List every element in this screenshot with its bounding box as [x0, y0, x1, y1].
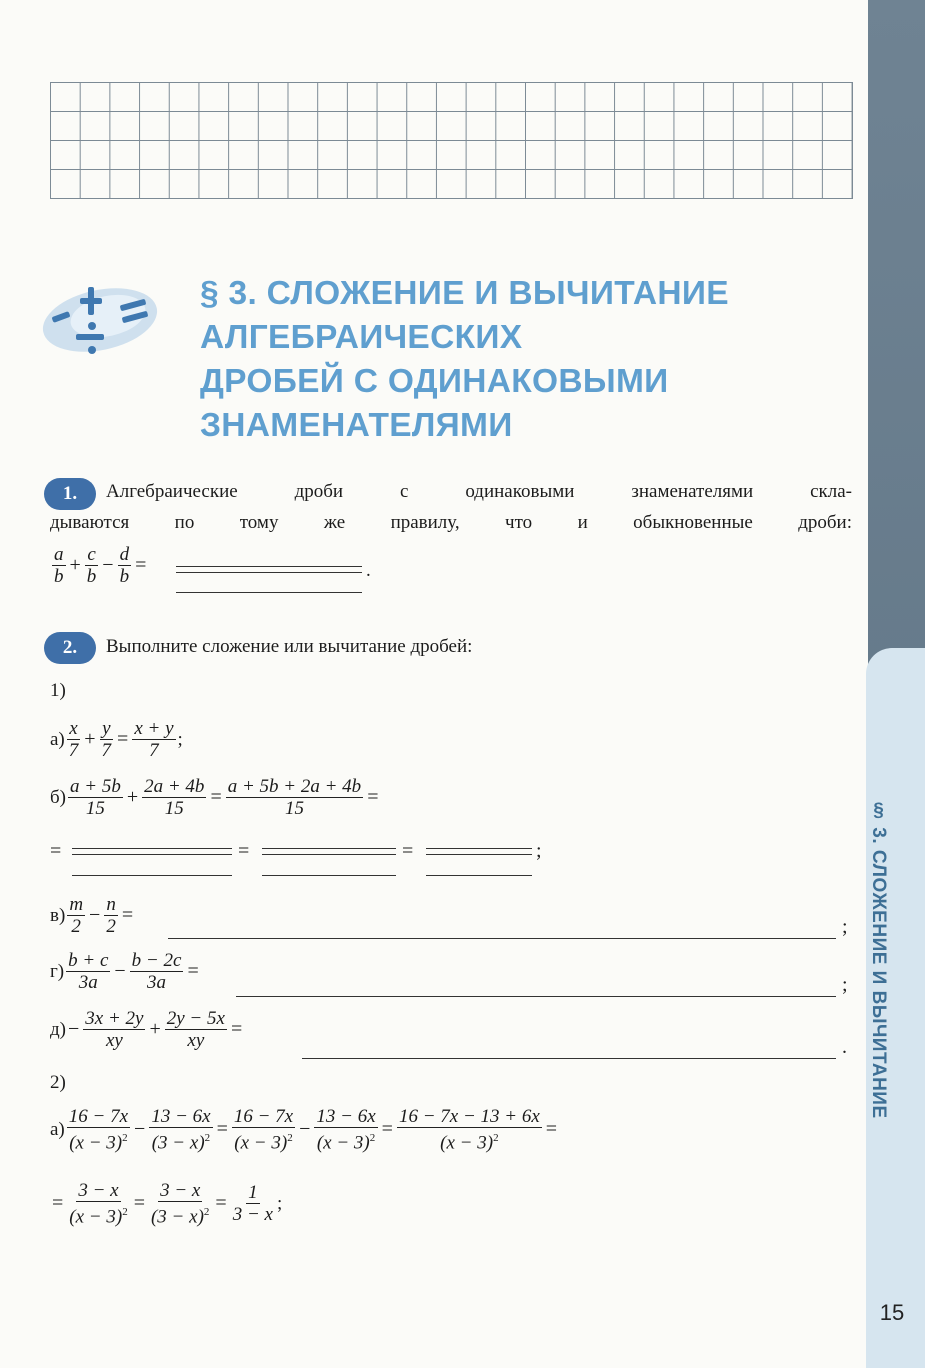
task-1-formula: $\frac{a}{b}$ + $\frac{c}{b}$ − $\frac{d}{b}$ = — [54, 544, 147, 587]
answer-denominator-line[interactable] — [72, 875, 232, 876]
fraction: $\frac{a + 5b}{15}$ — [70, 776, 121, 819]
answer-denominator-line[interactable] — [262, 875, 396, 876]
section-heading — [200, 272, 820, 448]
fraction: $\frac{a}{b}$ — [54, 544, 64, 587]
page-number: 15 — [879, 1300, 905, 1325]
fraction: $\frac{2a + 4b}{15}$ — [144, 776, 205, 819]
math-operations-icon — [38, 268, 166, 364]
exercise-a: а) $\frac{x}{7}$ + $\frac{y}{7}$ = $\frac{x + y}{7}$ ; — [50, 718, 183, 761]
fraction: $\frac{16 - 7x - 13 + 6x}{(x - 3)^2}$ — [398, 1106, 540, 1154]
fraction: $\frac{m}{2}$ — [69, 894, 84, 937]
fraction: $\frac{16 - 7x}{(x - 3)^2}$ — [68, 1106, 129, 1154]
heading-line-2: АЛГЕБРАИЧЕСКИХ — [200, 319, 523, 356]
part-1-label: 1) — [50, 680, 66, 701]
fraction: $\frac{b - 2c}{3a}$ — [131, 950, 182, 993]
fraction: $\frac{2y - 5x}{xy}$ — [166, 1008, 225, 1051]
fraction: $\frac{a + 5b + 2a + 4b}{15}$ — [227, 776, 362, 819]
answer-fraction-line[interactable] — [262, 848, 396, 855]
answer-line[interactable] — [168, 938, 836, 939]
fraction: $\frac{3 - x}{(x - 3)^2}$ — [69, 1180, 128, 1228]
exercise-a2-continued: = $\frac{3 - x}{(x - 3)^2}$ = $\frac{3 - x}{(3 - x)^2}$ = $\frac{1}{3 - x}$ ; — [52, 1180, 283, 1228]
fraction: $\frac{x}{7}$ — [68, 718, 79, 761]
fraction: $\frac{x + y}{7}$ — [134, 718, 174, 761]
fraction: $\frac{1}{3 - x}$ — [232, 1182, 273, 1226]
exercise-a2: а) $\frac{16 - 7x}{(x - 3)^2}$ − $\frac{13 - 6x}{(3 - x)^2}$ = $\frac{16 - 7x}{(x - 3)^2}$ − $\frac{13 - 6x}{(x - 3)^2}$ = $\frac{16 - 7x - 13 + 6x}{(x - 3)^2}$ = — [50, 1106, 558, 1154]
answer-line[interactable] — [236, 996, 836, 997]
exercise-b: б) $\frac{a + 5b}{15}$ + $\frac{2a + 4b}{15}$ = $\frac{a + 5b + 2a + 4b}{15}$ = — [50, 776, 379, 819]
fraction: $\frac{13 - 6x}{(3 - x)^2}$ — [151, 1106, 211, 1154]
heading-line-3: ДРОБЕЙ С ОДИНАКОВЫМИ — [200, 363, 669, 400]
answer-fraction-line[interactable] — [426, 848, 532, 855]
fraction: $\frac{13 - 6x}{(x - 3)^2}$ — [316, 1106, 376, 1154]
fraction: $\frac{16 - 7x}{(x - 3)^2}$ — [233, 1106, 294, 1154]
fraction: $\frac{3x + 2y}{xy}$ — [85, 1008, 144, 1051]
task-1-text-line-2: дываются по тому же правилу, что и обыкновенные дроби: — [50, 512, 852, 533]
fraction: $\frac{n}{2}$ — [106, 894, 116, 937]
fraction: $\frac{3 - x}{(3 - x)^2}$ — [150, 1180, 210, 1228]
fraction: $\frac{y}{7}$ — [101, 718, 112, 761]
task-1-badge: 1. — [44, 478, 96, 510]
task-2-text: Выполните сложение или вычитание дробей: — [106, 636, 473, 657]
fraction: $\frac{b + c}{3a}$ — [68, 950, 109, 993]
heading-line-1: § 3. СЛОЖЕНИЕ И ВЫЧИТАНИЕ — [200, 275, 729, 312]
exercise-g: г) $\frac{b + c}{3a}$ − $\frac{b - 2c}{3a}$ = — [50, 950, 199, 993]
heading-line-4: ЗНАМЕНАТЕЛЯМИ — [200, 407, 513, 444]
fraction: $\frac{c}{b}$ — [86, 544, 97, 587]
task-2-badge: 2. — [44, 632, 96, 664]
answer-line[interactable] — [302, 1058, 836, 1059]
part-2-label: 2) — [50, 1072, 66, 1093]
answer-denominator-line[interactable] — [426, 875, 532, 876]
fraction: $\frac{d}{b}$ — [119, 544, 130, 587]
task-1-text-line-1: Алгебраические дроби с одинаковыми знаменателями скла- — [106, 481, 852, 502]
answer-denominator-line[interactable] — [176, 592, 362, 593]
answer-grid[interactable] — [50, 82, 853, 199]
answer-fraction-line[interactable] — [176, 566, 362, 573]
exercise-v: в) $\frac{m}{2}$ − $\frac{n}{2}$ = — [50, 894, 134, 937]
answer-fraction-line[interactable] — [72, 848, 232, 855]
exercise-d: д) − $\frac{3x + 2y}{xy}$ + $\frac{2y - 5x}{xy}$ = — [50, 1008, 243, 1051]
side-tab-label: § 3. СЛОЖЕНИЕ И ВЫЧИТАНИЕ — [868, 800, 889, 1119]
